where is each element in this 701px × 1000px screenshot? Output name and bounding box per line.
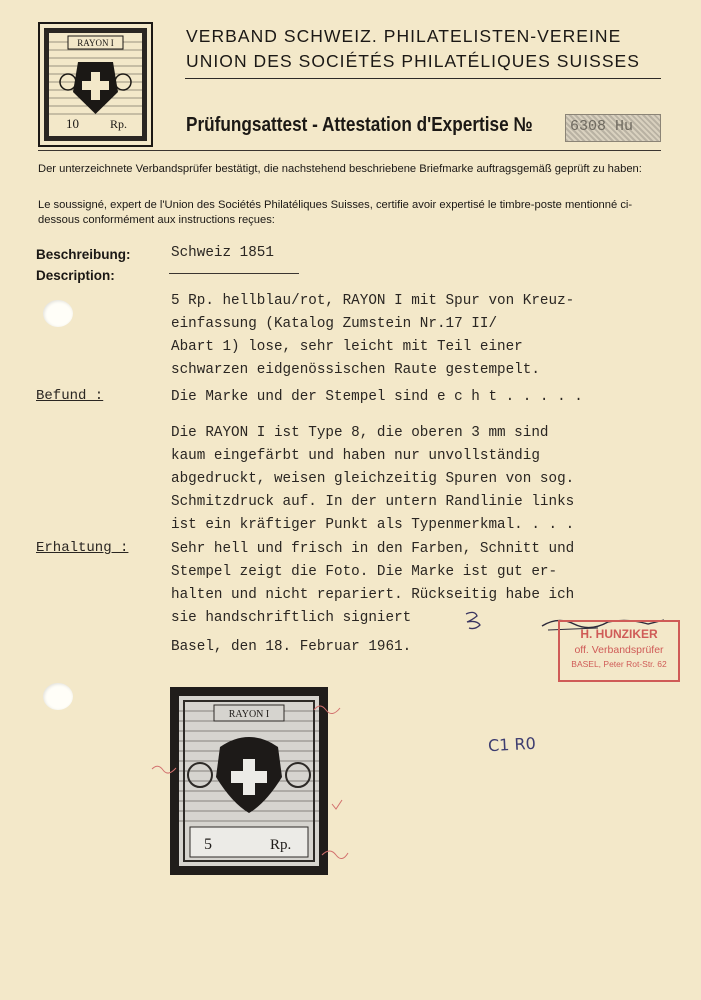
erhaltung-line: sie handschriftlich signiert bbox=[171, 610, 412, 626]
handwritten-note: C1 R0 bbox=[487, 733, 537, 756]
certificate-number: 6308 Hu bbox=[570, 118, 634, 135]
association-name-de: VERBAND SCHWEIZ. PHILATELISTEN-VEREINE bbox=[186, 26, 622, 46]
headline-underline bbox=[169, 273, 299, 274]
examiner-role: off. Verbandsprüfer bbox=[574, 644, 664, 656]
header-divider bbox=[185, 78, 661, 79]
rayon-stamp-logo bbox=[38, 22, 153, 147]
photo-value: 5 bbox=[204, 836, 212, 853]
description-line: einfassung (Katalog Zumstein Nr.17 II/ bbox=[171, 316, 498, 332]
erhaltung-line: Sehr hell und frisch in den Farben, Schnitt und bbox=[171, 541, 575, 557]
befund-line: ist ein kräftiger Punkt als Typenmerkmal. . . . bbox=[171, 517, 575, 533]
description-line: schwarzen eidgenössischen Raute gestempelt. bbox=[171, 362, 540, 378]
handwritten-initials-mark bbox=[463, 608, 487, 632]
svg-text:RAYON I: RAYON I bbox=[77, 38, 114, 48]
erhaltung-line: Stempel zeigt die Foto. Die Marke ist gut er- bbox=[171, 564, 558, 580]
punch-hole bbox=[43, 300, 73, 327]
punch-hole bbox=[43, 683, 73, 710]
befund-line: Die Marke und der Stempel sind e c h t . . . . . bbox=[171, 389, 583, 405]
examiner-name: H. HUNZIKER bbox=[580, 627, 658, 641]
erhaltung-line: halten und nicht repariert. Rückseitig habe ich bbox=[171, 587, 575, 603]
photo-top-label: RAYON I bbox=[228, 709, 270, 720]
place-date-line: Basel, den 18. Februar 1961. bbox=[171, 639, 412, 655]
description-line: Abart 1) lose, sehr leicht mit Teil einer bbox=[171, 339, 523, 355]
svg-text:10: 10 bbox=[66, 116, 79, 131]
befund-line: kaum eingefärbt und haben nur unvollständig bbox=[171, 448, 540, 464]
intro-french: Le soussigné, expert de l'Union des Sociétés Philatéliques Suisses, certifie avoir expertisé le timbre-poste mentionné ci-dessous conformément aux instructions reçues: bbox=[38, 199, 633, 226]
association-name-fr: UNION DES SOCIÉTÉS PHILATÉLIQUES SUISSES bbox=[186, 51, 641, 71]
red-annotation-mark bbox=[150, 760, 178, 778]
label-beschreibung: Beschreibung: bbox=[36, 247, 131, 262]
stamp-photo bbox=[170, 687, 328, 875]
photo-unit: Rp. bbox=[270, 837, 292, 853]
befund-line: Schmitzdruck auf. In der untern Randlinie links bbox=[171, 494, 575, 510]
certificate-title: Prüfungsattest - Attestation d'Expertise № bbox=[186, 114, 533, 136]
svg-text:Rp.: Rp. bbox=[110, 117, 128, 131]
red-annotation-mark bbox=[320, 845, 350, 863]
red-annotation-mark bbox=[312, 700, 342, 720]
label-erhaltung: Erhaltung : bbox=[36, 540, 129, 556]
befund-line: Die RAYON I ist Type 8, die oberen 3 mm sind bbox=[171, 425, 549, 441]
title-divider bbox=[38, 150, 661, 151]
certificate-number-box bbox=[565, 114, 661, 142]
description-line: 5 Rp. hellblau/rot, RAYON I mit Spur von Kreuz- bbox=[171, 293, 575, 309]
description-headline: Schweiz 1851 bbox=[171, 245, 274, 261]
red-check-mark bbox=[330, 798, 344, 812]
label-befund: Befund : bbox=[36, 388, 104, 404]
label-description: Description: bbox=[36, 268, 115, 283]
examiner-stamp bbox=[558, 620, 680, 682]
befund-line: abgedruckt, weisen gleichzeitig Spuren von sog. bbox=[171, 471, 575, 487]
examiner-address: BASEL, Peter Rot-Str. 62 bbox=[571, 659, 667, 669]
intro-german: Der unterzeichnete Verbandsprüfer bestätigt, die nachstehend beschriebene Briefmarke auftragsgemäß geprüft zu haben: bbox=[38, 163, 642, 175]
